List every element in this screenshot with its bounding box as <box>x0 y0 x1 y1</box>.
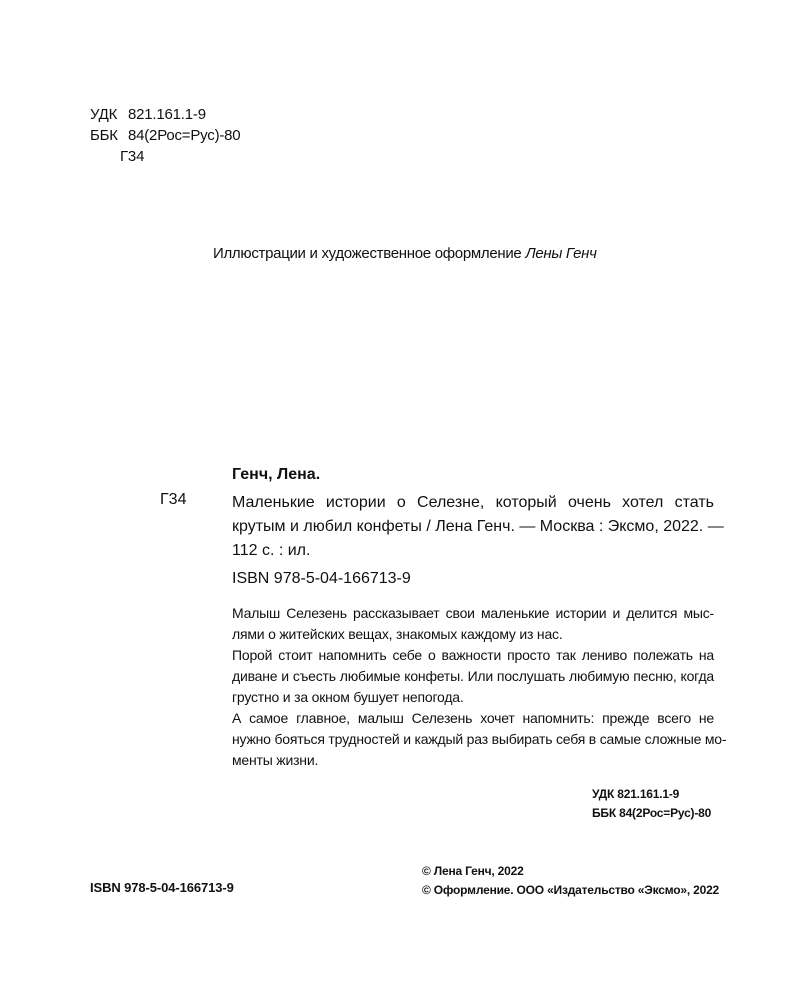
annotation-line: грустно и за окном бушует непогода. <box>232 689 464 705</box>
udk-row <box>90 104 240 125</box>
bbk-value: 84(2Рос=Рус)-80 <box>127 127 241 144</box>
annotation-line: Малыш Селезень рассказывает свои маленькие истории и делится мыс- <box>232 605 714 621</box>
record-author-mark: Г34 <box>160 491 187 508</box>
copyright-design: © Оформление. ООО «Издательство «Эксмо», 2022 <box>422 883 720 897</box>
title-line: 112 с. : ил. <box>232 542 311 559</box>
classification-codes-top <box>90 104 240 167</box>
bbk-bottom: ББК 84(2Рос=Рус)-80 <box>592 806 712 820</box>
record-author: Генч, Лена. <box>232 466 321 483</box>
copyright-author: © Лена Генч, 2022 <box>422 864 524 878</box>
annotation-line: диване и съесть любимые конфеты. Или послушать любимую песню, когда <box>232 668 714 684</box>
annotation-line: А самое главное, малыш Селезень хочет напомнить: прежде всего не <box>232 710 714 726</box>
copyright-block <box>422 862 719 900</box>
annotation-line: Порой стоит напомнить себе о важности просто так лениво полежать на <box>232 647 714 663</box>
record-title <box>232 491 724 563</box>
isbn-bottom: ISBN 978-5-04-166713-9 <box>90 880 234 895</box>
illustrations-text: Иллюстрации и художественное оформление <box>213 245 526 262</box>
annotation-line: менты жизни. <box>232 752 319 768</box>
author-mark-top: Г34 <box>120 148 145 165</box>
classification-codes-bottom <box>592 785 711 823</box>
bbk-row <box>90 125 240 146</box>
udk-label: УДК <box>90 106 118 123</box>
title-line: крутым и любил конфеты / Лена Генч. — Москва : Эксмо, 2022. — <box>232 518 724 535</box>
illustrator-name: Лены Генч <box>525 245 597 262</box>
bbk-label: ББК <box>90 127 118 144</box>
record-isbn: ISBN 978-5-04-166713-9 <box>232 570 411 587</box>
annotation-line: лями о житейских вещах, знакомых каждому из нас. <box>232 626 563 642</box>
annotation-line: нужно бояться трудностей и каждый раз выбирать себя в самые сложные мо- <box>232 731 727 747</box>
illustrations-credit <box>213 245 597 262</box>
title-line: Маленькие истории о Селезне, который очень хотел стать <box>232 494 714 511</box>
annotation <box>232 603 727 771</box>
udk-value: 821.161.1-9 <box>127 106 206 123</box>
udk-bottom: УДК 821.161.1-9 <box>592 787 680 801</box>
